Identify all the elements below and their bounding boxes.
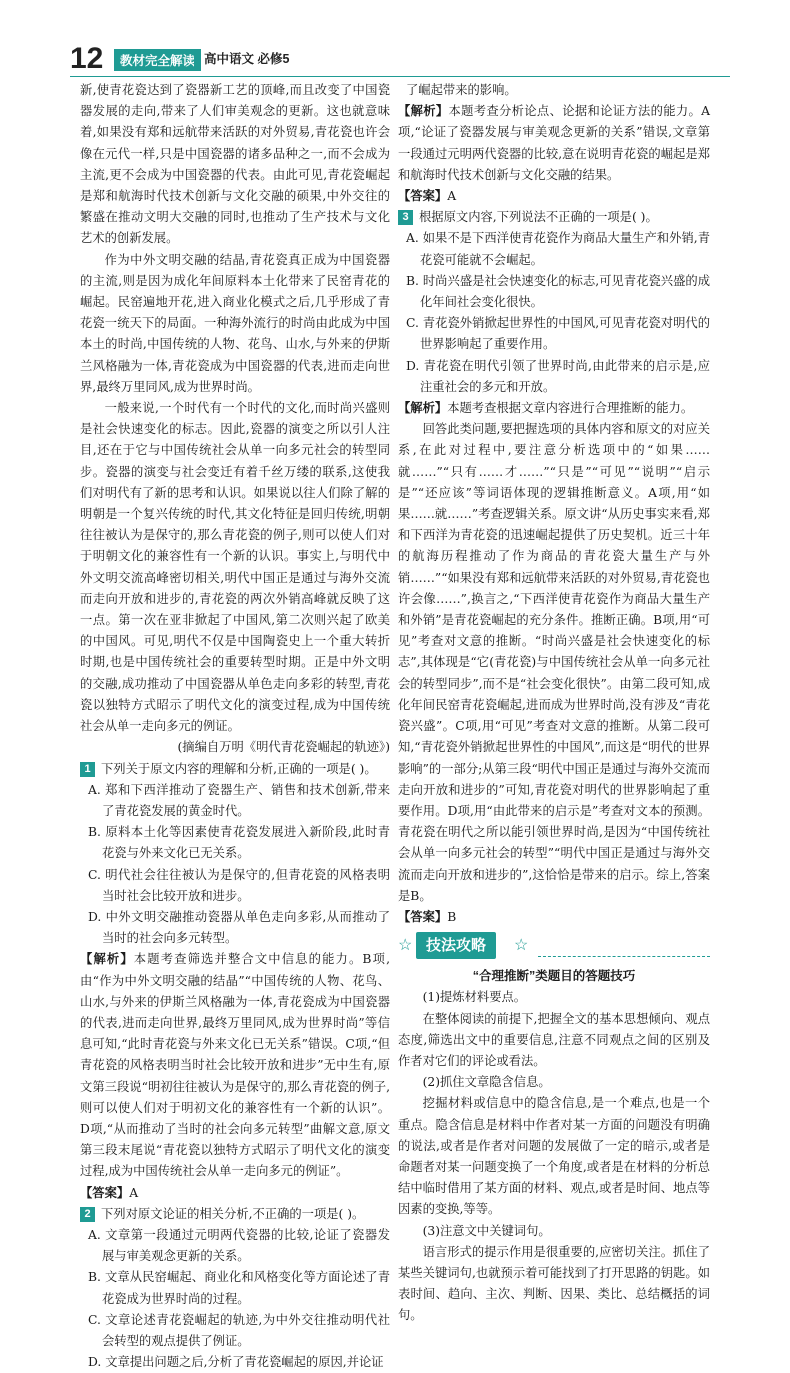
- analysis-text: 本题考查根据文章内容进行合理推断的能力。: [447, 401, 694, 416]
- series-badge: 教材完全解读: [114, 49, 201, 71]
- question-number: 2: [80, 1207, 95, 1222]
- analysis: [398, 398, 710, 419]
- analysis-text: 回答此类问题,要把握选项的具体内容和原文的对应关系,在此对过程中,要注意分析选项中的“如果……就……”“只有……才……”“只是”“可见”“说明”“启示是”“还应该”等词语体现的逻辑推断意义。A项,用“如果……就……”考查逻辑关系。原文讲“从历史事实来看,郑和下西洋为青花瓷的迅速崛起提供了历史契机。近三十年的航海历程推动了作为商品的青花瓷大量生产与外销……”“如果没有郑和远航带来活跃的对外贸易,青花瓷也许会像……”,换言之,“下西洋使青花瓷作为商品大量生产和外销”是青花瓷崛起的充分条件。推断正确。B项,用“可见”考查对文意的推断。“时尚兴盛是社会快速变化的标志”,其体现是“它(青花瓷)与中国传统社会从单一向多元社会的转型同步”,而不是“社会变化很快”。由第二段可知,成化年间民窑青花瓷崛起,进而成为世界时尚,没有涉及“青花瓷兴盛”。C项,用“可见”考查对文意的推断。从第二段可知,“青花瓷外销掀起世界性的中国风”,而这是“明代的世界影响”的一部分;从第三段“明代中国正是通过与海外交流而走向开放和进步的”可知,青花瓷对明代的世界影响起了重要作用。D项,用“由此带来的启示是”考查对文本的预测。青花瓷在明代之所以能引领世界时尚,是因为“中国传统社会从单一向多元社会的转型”“明代中国正是通过与海外交流而走向开放和进步的”,这恰恰是带来的启示。综上,答案是B。: [398, 422, 710, 903]
- option: A. 如果不是下西洋使青花瓷作为商品大量生产和外销,青花瓷可能就不会崛起。: [406, 231, 710, 267]
- analysis: [398, 101, 710, 186]
- answer-value: A: [447, 189, 457, 204]
- right-column: [398, 80, 710, 1327]
- question-number: 1: [80, 762, 95, 777]
- question-3: [398, 207, 710, 228]
- answer-label: 【答案】: [398, 909, 448, 924]
- analysis-label: 【解析】: [80, 952, 134, 967]
- left-column: [80, 80, 390, 1373]
- question-1: [80, 759, 390, 780]
- question-stem: 下列关于原文内容的理解和分析,正确的一项是( )。: [101, 761, 377, 776]
- technique-point-heading: (2)抓住文章隐含信息。: [422, 1075, 551, 1090]
- option: C. 青花瓷外销掀起世界性的中国风,可见青花瓷对明代的世界影响起了重要作用。: [406, 316, 710, 352]
- question-stem: 下列对原文论证的相关分析,不正确的一项是( )。: [101, 1206, 365, 1221]
- answer-label: 【答案】: [398, 189, 448, 204]
- passage-paragraph: 新,使青花瓷达到了瓷器新工艺的顶峰,而且改变了中国瓷器发展的走向,带来了人们审美观念的更新。这也就意味着,如果没有郑和远航带来活跃的对外贸易,青花瓷也许会像在元代一样,只是中国瓷器的诸多品种之一,而不会成为主流,更不会成为中国瓷器的代表。由此可见,青花瓷崛起是郑和航海时代技术创新与文化交融的硕果,中外交往的繁盛在推动文明大交融的同时,也推动了生产技术与文化艺术的创新发展。: [80, 83, 390, 246]
- analysis: [80, 949, 390, 1182]
- technique-banner: [398, 932, 710, 960]
- option: A. 郑和下西洋推动了瓷器生产、销售和技术创新,带来了青花瓷发展的黄金时代。: [88, 782, 390, 818]
- question-number: 3: [398, 210, 413, 225]
- option: D. 文章提出问题之后,分析了青花瓷崛起的原因,并论证: [88, 1355, 384, 1370]
- technique-point-text: 在整体阅读的前提下,把握全文的基本思想倾向、观点态度,筛选出文中的重要信息,注意不同观点之间的区别及作者对它们的评论或看法。: [398, 1011, 710, 1068]
- option: C. 明代社会往往被认为是保守的,但青花瓷的风格表明当时社会比较开放和进步。: [88, 867, 390, 903]
- option: B. 原料本土化等因素使青花瓷发展进入新阶段,此时青花瓷与外来文化已无关系。: [88, 825, 390, 861]
- answer: [398, 186, 710, 207]
- answer: [398, 907, 710, 928]
- passage-paragraph: 一般来说,一个时代有一个时代的文化,而时尚兴盛则是社会快速变化的标志。因此,瓷器的演变之所以引人注目,还在于它与中国传统社会从单一向多元社会的转型同步。瓷器的演变与社会变迁有着千丝万缕的联系,这使我们对明代有了新的思考和认识。如果说以往人们除了解的明朝是一个复兴传统的时代,其文化特征是回归传统,明朝往往被认为是保守的,那么青花瓷的例子,则可以使人们对于明朝文化的兼容性有一个新的认识。事实上,与明代中外文明交流高峰密切相关,明代中国正是通过与海外交流而走向开放和进步的,青花瓷的两次外销高峰就反映了这一点。第一次在亚非掀起了中国风,第二次则兴起了欧美的中国风。可见,明代不仅是中国陶瓷史上一个重大转折时期,也是中国传统社会的重要转型时期。正是中外文明的交融,成功推动了中国瓷器从单色走向多彩的转型,青花瓷以独特方式昭示了明代文化的演变过程,成为中国传统社会从单一走向多元的例证。: [80, 401, 390, 734]
- option: B. 文章从民窑崛起、商业化和风格变化等方面论述了青花瓷成为世界时尚的过程。: [88, 1270, 390, 1306]
- question-2: [80, 1204, 390, 1225]
- technique-point-text: 挖掘材料或信息中的隐含信息,是一个难点,也是一个重点。隐含信息是材料中作者对某一方面的问题没有明确的说法,或者是作者对问题的发展做了一定的暗示,或者是命题者对某一问题变换了一个角度,或者是在材料的分析总结中临时借用了某方面的材料、观点,或者是时间、地点等因素的变换,等等。: [398, 1096, 710, 1217]
- option: B. 时尚兴盛是社会快速变化的标志,可见青花瓷兴盛的成化年间社会变化很快。: [406, 273, 710, 310]
- analysis-text: 本题考查筛选并整合文中信息的能力。B项,由“作为中外文明交融的结晶”“中国传统的人物、花鸟、山水,与外来的伊斯兰风格融为一体,青花瓷成为中国瓷器的代表,进而走向世界,最终万里同风,成为世界时尚”等信息可知,“此时青花瓷与外来文化已无关系”错误。C项,“但青花瓷的风格表明当时社会比较开放和进步”无中生有,原文第三段说“明初往往被认为是保守的,那么青花瓷的例子,则可以使人们对于明初文化的兼容性有一个新的认识”。D项,“从而推动了当时的社会向多元转型”曲解文意,原文第三段末尾说“青花瓷以独特方式昭示了明代文化的演变过程,成为中国传统社会从单一走向多元的例证”。: [80, 952, 390, 1179]
- technique-title: “合理推断”类题目的答题技巧: [472, 969, 636, 984]
- source-citation: (摘编自万明《明代青花瓷崛起的轨迹》): [177, 740, 390, 755]
- star-icon: ☆: [514, 935, 529, 955]
- star-icon: ☆: [398, 935, 413, 955]
- option: D. 青花瓷在明代引领了世界时尚,由此带来的启示是,应注重社会的多元和开放。: [406, 358, 710, 394]
- page-number: 12: [70, 42, 104, 75]
- technique-banner-label: 技法攻略: [416, 932, 496, 959]
- option-continued: 了崛起带来的影响。: [406, 83, 517, 97]
- option: C. 文章论述青花瓷崛起的轨迹,为中外交往推动明代社会转型的观点提供了例证。: [88, 1312, 390, 1348]
- technique-point-text: 语言形式的提示作用是很重要的,应密切关注。抓住了某些关键词句,也就预示着可能找到了打开思路的钥匙。如表时间、趋向、主次、判断、因果、类比、总结概括的词句。: [398, 1244, 710, 1323]
- technique-point-heading: (3)注意文中关键词句。: [422, 1223, 551, 1238]
- technique-point-heading: (1)提炼材料要点。: [422, 990, 527, 1005]
- answer: [80, 1183, 390, 1204]
- analysis-text: 本题考查分析论点、论据和论证方法的能力。A项,“论证了瓷器发展与审美观念更新的关系”错误,文章第一段通过元明两代瓷器的比较,意在说明青花瓷的崛起是郑和航海时代技术创新与文化交融的结果。: [398, 104, 710, 182]
- option: A. 文章第一段通过元明两代瓷器的比较,论证了瓷器发展与审美观念更新的关系。: [88, 1227, 390, 1264]
- question-stem: 根据原文内容,下列说法不正确的一项是( )。: [419, 210, 658, 225]
- analysis-label: 【解析】: [398, 104, 449, 119]
- answer-value: A: [129, 1185, 139, 1200]
- book-title: 高中语文 必修5: [194, 49, 289, 67]
- answer-value: B: [447, 909, 457, 924]
- page-header: [70, 42, 730, 75]
- option: D. 中外文明交融推动瓷器从单色走向多彩,从而推动了当时的社会向多元转型。: [88, 909, 390, 946]
- passage-paragraph: 作为中外文明交融的结晶,青花瓷真正成为中国瓷器的主流,则是因为成化年间原料本土化带来了民窑青花的崛起。民窑遍地开花,进入商业化模式之后,几乎形成了青花瓷一统天下的局面。一种海外流行的时尚由此成为中国本土的时尚,中国传统的人物、花鸟、山水,与外来的伊斯兰风格融为一体,青花瓷成为中国瓷器的代表,进而走向世界,最终万里同风,成为世界时尚。: [80, 252, 390, 394]
- answer-label: 【答案】: [80, 1185, 130, 1200]
- banner-divider: [538, 956, 710, 957]
- analysis-label: 【解析】: [398, 401, 448, 416]
- header-divider: [70, 76, 730, 77]
